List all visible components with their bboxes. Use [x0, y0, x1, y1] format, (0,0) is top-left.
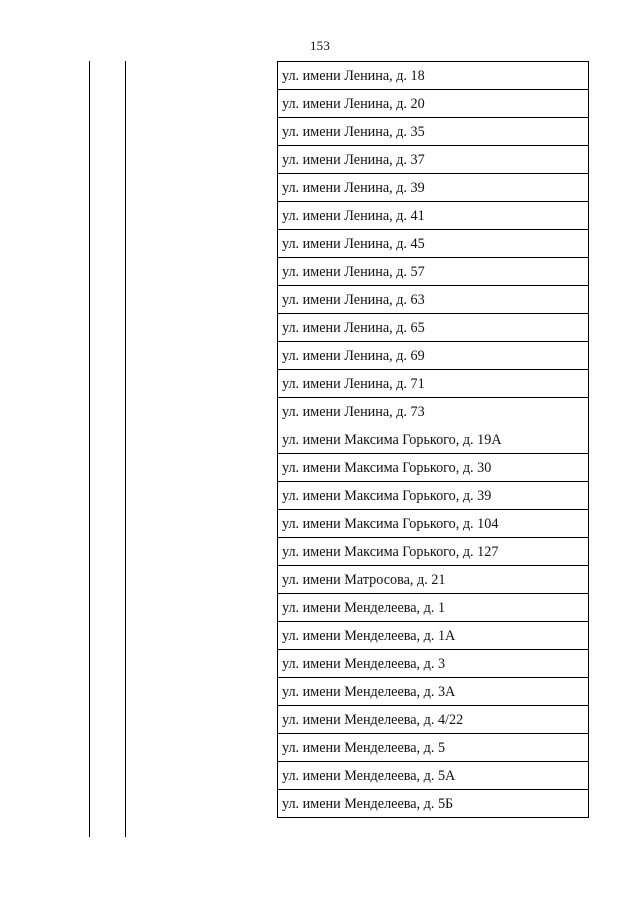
address-text: ул. имени Менделеева, д. 5 [282, 740, 446, 756]
table-row [278, 285, 588, 313]
address-text: ул. имени Ленина, д. 20 [282, 96, 425, 112]
address-text: ул. имени Ленина, д. 39 [282, 180, 425, 196]
table-row [278, 369, 588, 397]
address-text: ул. имени Максима Горького, д. 19А [282, 432, 502, 448]
address-text: ул. имени Ленина, д. 73 [282, 404, 425, 420]
table-column-border-inner [125, 61, 126, 837]
address-text: ул. имени Максима Горького, д. 127 [282, 544, 499, 560]
address-text: ул. имени Менделеева, д. 3 [282, 656, 446, 672]
table-row [278, 789, 588, 817]
address-text: ул. имени Ленина, д. 18 [282, 68, 425, 84]
address-text: ул. имени Максима Горького, д. 30 [282, 460, 492, 476]
address-text: ул. имени Менделеева, д. 4/22 [282, 712, 464, 728]
address-text: ул. имени Максима Горького, д. 39 [282, 488, 492, 504]
address-text: ул. имени Менделеева, д. 1 [282, 600, 446, 616]
table-row [278, 145, 588, 173]
address-text: ул. имени Ленина, д. 63 [282, 292, 425, 308]
table-row [278, 621, 588, 649]
address-text: ул. имени Ленина, д. 65 [282, 320, 425, 336]
address-text: ул. имени Ленина, д. 41 [282, 208, 425, 224]
address-text: ул. имени Матросова, д. 21 [282, 572, 446, 588]
address-text: ул. имени Ленина, д. 45 [282, 236, 425, 252]
table-row [278, 593, 588, 621]
table-column-border-left [89, 61, 90, 837]
table-row [278, 537, 588, 565]
table-row [278, 89, 588, 117]
address-text: ул. имени Менделеева, д. 3А [282, 684, 456, 700]
table-row [278, 313, 588, 341]
address-text: ул. имени Ленина, д. 37 [282, 152, 425, 168]
table-row [278, 677, 588, 705]
table-row [278, 733, 588, 761]
table-row [278, 481, 588, 509]
table-row [278, 761, 588, 789]
address-text: ул. имени Менделеева, д. 5Б [282, 796, 454, 812]
table-row [278, 397, 588, 453]
address-text: ул. имени Ленина, д. 69 [282, 348, 425, 364]
address-table [277, 61, 589, 818]
table-row [278, 257, 588, 285]
table-row [278, 705, 588, 733]
address-text: ул. имени Ленина, д. 71 [282, 376, 425, 392]
table-row [278, 341, 588, 369]
table-row [278, 509, 588, 537]
table-row [278, 565, 588, 593]
table-row [278, 201, 588, 229]
address-text: ул. имени Менделеева, д. 5А [282, 768, 456, 784]
address-text: ул. имени Ленина, д. 57 [282, 264, 425, 280]
address-text: ул. имени Менделеева, д. 1А [282, 628, 456, 644]
table-row [278, 173, 588, 201]
table-row [278, 117, 588, 145]
table-row [278, 649, 588, 677]
address-text: ул. имени Максима Горького, д. 104 [282, 516, 499, 532]
address-text: ул. имени Ленина, д. 35 [282, 124, 425, 140]
table-row [278, 229, 588, 257]
table-row [278, 61, 588, 89]
page-number: 153 [309, 38, 331, 53]
table-row [278, 453, 588, 481]
